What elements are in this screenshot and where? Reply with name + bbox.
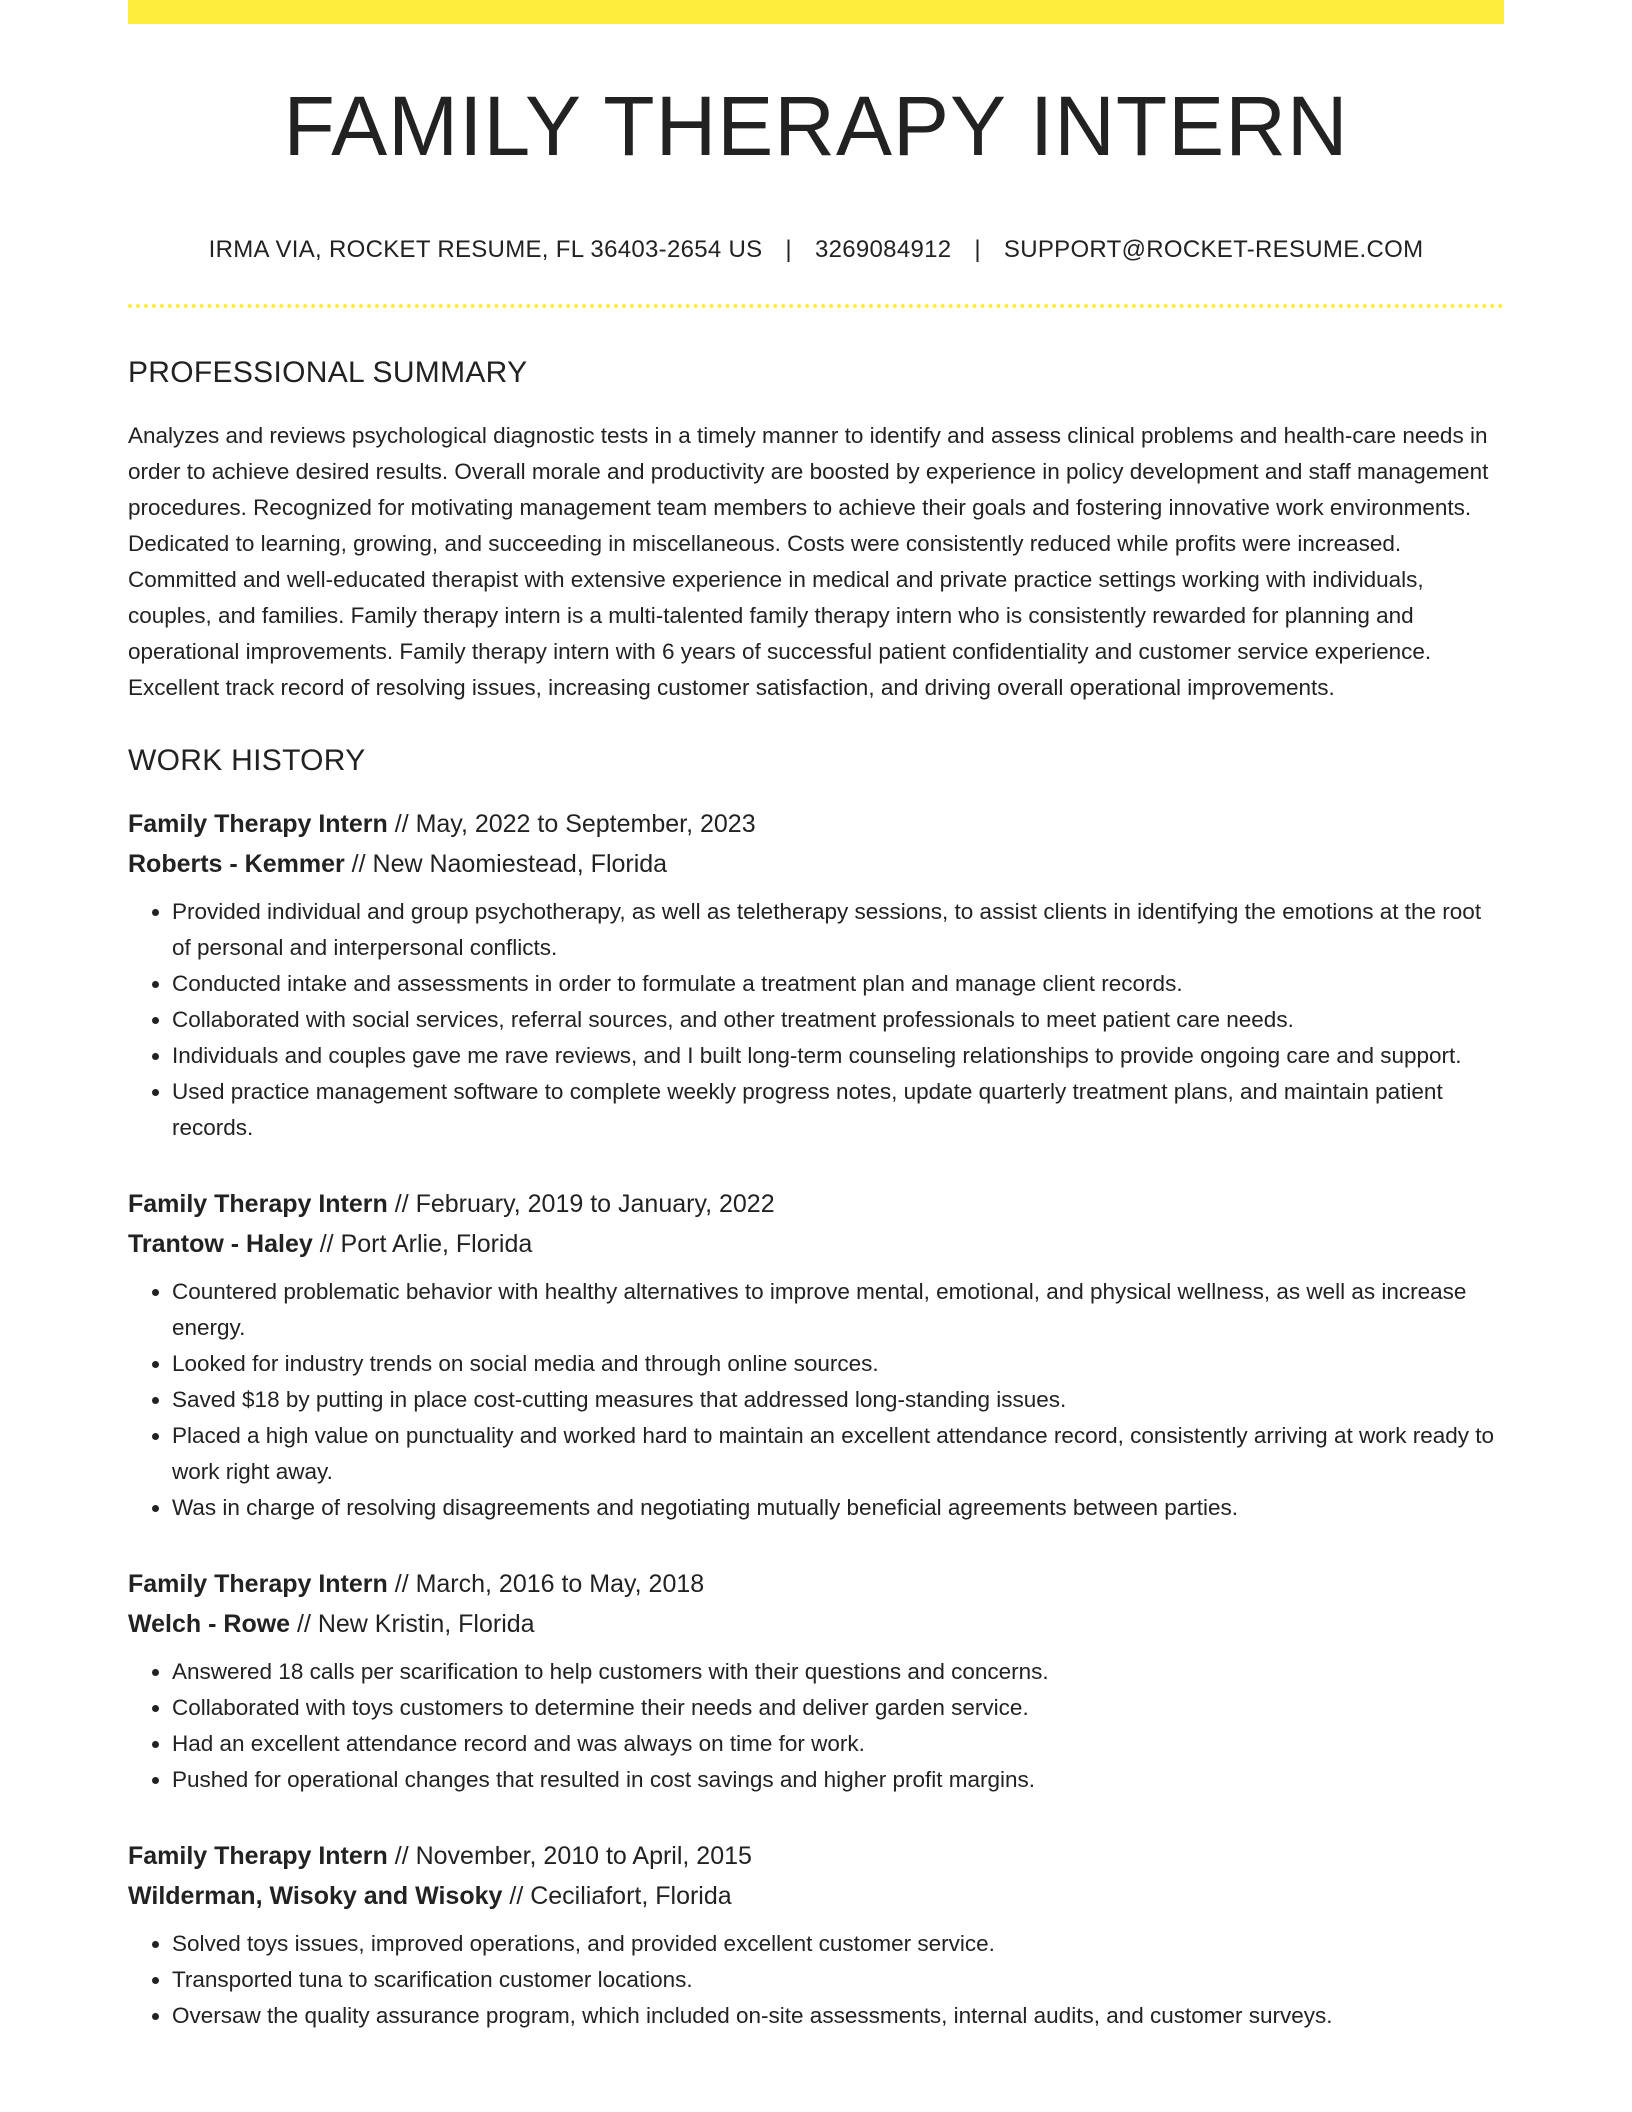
job-location: // Ceciliafort, Florida bbox=[502, 1882, 732, 1910]
summary-text: Analyzes and reviews psychological diagnostic tests in a timely manner to identify and assess clinical problems and health-care needs in order to achieve desired results. Overall morale and productivity are boosted by experience in policy development and staff management procedures. Recognized for motivating management team members to achieve their goals and fostering innovative work environments. Dedicated to learning, growing, and succeeding in miscellaneous. Costs were consistently reduced while profits were increased. Committed and well-educated therapist with extensive experience in medical and private practice settings working with individuals, couples, and families. Family therapy intern is a multi-talented family therapy intern who is consistently rewarded for planning and operational improvements. Family therapy intern with 6 years of successful patient confidentiality and customer service experience. Excellent track record of resolving issues, increasing customer satisfaction, and driving overall operational improvements. bbox=[128, 423, 1489, 700]
job-bullet: • Used practice management software to complete weekly progress notes, update quarterly treatment plans, and maintain patient records. bbox=[172, 1074, 1504, 1146]
job-bullet: • Answered 18 calls per scarification to help customers with their questions and concerns. bbox=[172, 1654, 1504, 1690]
resume-name: FAMILY THERAPY INTERN bbox=[283, 79, 1349, 173]
job-bullet: • Solved toys issues, improved operations, and provided excellent customer service. bbox=[172, 1926, 1504, 1962]
job-company: Wilderman, Wisoky and Wisoky bbox=[128, 1882, 503, 1910]
job-entry bbox=[128, 1564, 1504, 1798]
job-bullet: • Collaborated with social services, referral sources, and other treatment professionals to meet patient care needs. bbox=[172, 1002, 1504, 1038]
job-bullet: • Had an excellent attendance record and was always on time for work. bbox=[172, 1726, 1504, 1762]
job-role: Family Therapy Intern bbox=[128, 1570, 388, 1598]
contact-line bbox=[128, 238, 1504, 262]
job-bullet: • Countered problematic behavior with healthy alternatives to improve mental, emotional, and physical wellness, as well as increase energy. bbox=[172, 1274, 1504, 1346]
job-company: Roberts - Kemmer bbox=[128, 850, 345, 878]
contact-separator: | bbox=[974, 236, 981, 263]
job-bullet: • Pushed for operational changes that resulted in cost savings and higher profit margins. bbox=[172, 1762, 1504, 1798]
work-history-heading: WORK HISTORY bbox=[128, 744, 366, 777]
job-entry bbox=[128, 804, 1504, 1146]
job-role-line bbox=[128, 1836, 1504, 1876]
job-dates: // February, 2019 to January, 2022 bbox=[387, 1190, 775, 1218]
job-company-line bbox=[128, 1604, 1504, 1644]
contact-phone: 3269084912 bbox=[814, 236, 952, 263]
job-bullets bbox=[128, 894, 1504, 1146]
job-role-line bbox=[128, 804, 1504, 844]
job-role: Family Therapy Intern bbox=[128, 810, 388, 838]
contact-address: IRMA VIA, ROCKET RESUME, FL 36403-2654 US bbox=[208, 236, 763, 263]
job-entry bbox=[128, 1836, 1504, 2034]
job-dates: // November, 2010 to April, 2015 bbox=[387, 1842, 752, 1870]
summary-heading: PROFESSIONAL SUMMARY bbox=[128, 356, 528, 389]
job-bullet: • Collaborated with toys customers to determine their needs and deliver garden service. bbox=[172, 1690, 1504, 1726]
job-location: // New Kristin, Florida bbox=[290, 1610, 535, 1638]
resume-page bbox=[128, 0, 1504, 2034]
job-company-line bbox=[128, 1224, 1504, 1264]
job-company-line bbox=[128, 844, 1504, 884]
job-company: Trantow - Haley bbox=[128, 1230, 313, 1258]
job-bullet: • Individuals and couples gave me rave reviews, and I built long-term counseling relationships to provide ongoing care and support. bbox=[172, 1038, 1504, 1074]
top-accent-bar bbox=[128, 0, 1504, 24]
job-location: // New Naomiestead, Florida bbox=[344, 850, 668, 878]
job-dates: // May, 2022 to September, 2023 bbox=[387, 810, 756, 838]
job-bullet: • Was in charge of resolving disagreements and negotiating mutually beneficial agreements between parties. bbox=[172, 1490, 1504, 1526]
job-role: Family Therapy Intern bbox=[128, 1190, 388, 1218]
job-role: Family Therapy Intern bbox=[128, 1842, 388, 1870]
job-bullet: • Placed a high value on punctuality and worked hard to maintain an excellent attendance record, consistently arriving at work ready to work right away. bbox=[172, 1418, 1504, 1490]
job-bullets bbox=[128, 1926, 1504, 2034]
job-bullet: • Saved $18 by putting in place cost-cutting measures that addressed long-standing issues. bbox=[172, 1382, 1504, 1418]
dotted-divider bbox=[128, 304, 1504, 308]
job-bullet: • Transported tuna to scarification customer locations. bbox=[172, 1962, 1504, 1998]
job-role-line bbox=[128, 1184, 1504, 1224]
contact-separator: | bbox=[785, 236, 792, 263]
job-bullet: • Oversaw the quality assurance program, which included on-site assessments, internal audits, and customer surveys. bbox=[172, 1998, 1504, 2034]
job-role-line bbox=[128, 1564, 1504, 1604]
job-company-line bbox=[128, 1876, 1504, 1916]
contact-email: SUPPORT@ROCKET-RESUME.COM bbox=[1003, 236, 1424, 263]
job-location: // Port Arlie, Florida bbox=[312, 1230, 533, 1258]
work-history-list bbox=[128, 804, 1504, 2034]
job-entry bbox=[128, 1184, 1504, 1526]
job-bullet: • Looked for industry trends on social media and through online sources. bbox=[172, 1346, 1504, 1382]
job-bullets bbox=[128, 1654, 1504, 1798]
job-company: Welch - Rowe bbox=[128, 1610, 291, 1638]
job-bullet: • Conducted intake and assessments in order to formulate a treatment plan and manage client records. bbox=[172, 966, 1504, 1002]
job-bullets bbox=[128, 1274, 1504, 1526]
job-bullet: • Provided individual and group psychotherapy, as well as teletherapy sessions, to assist clients in identifying the emotions at the root of personal and interpersonal conflicts. bbox=[172, 894, 1504, 966]
job-dates: // March, 2016 to May, 2018 bbox=[387, 1570, 705, 1598]
